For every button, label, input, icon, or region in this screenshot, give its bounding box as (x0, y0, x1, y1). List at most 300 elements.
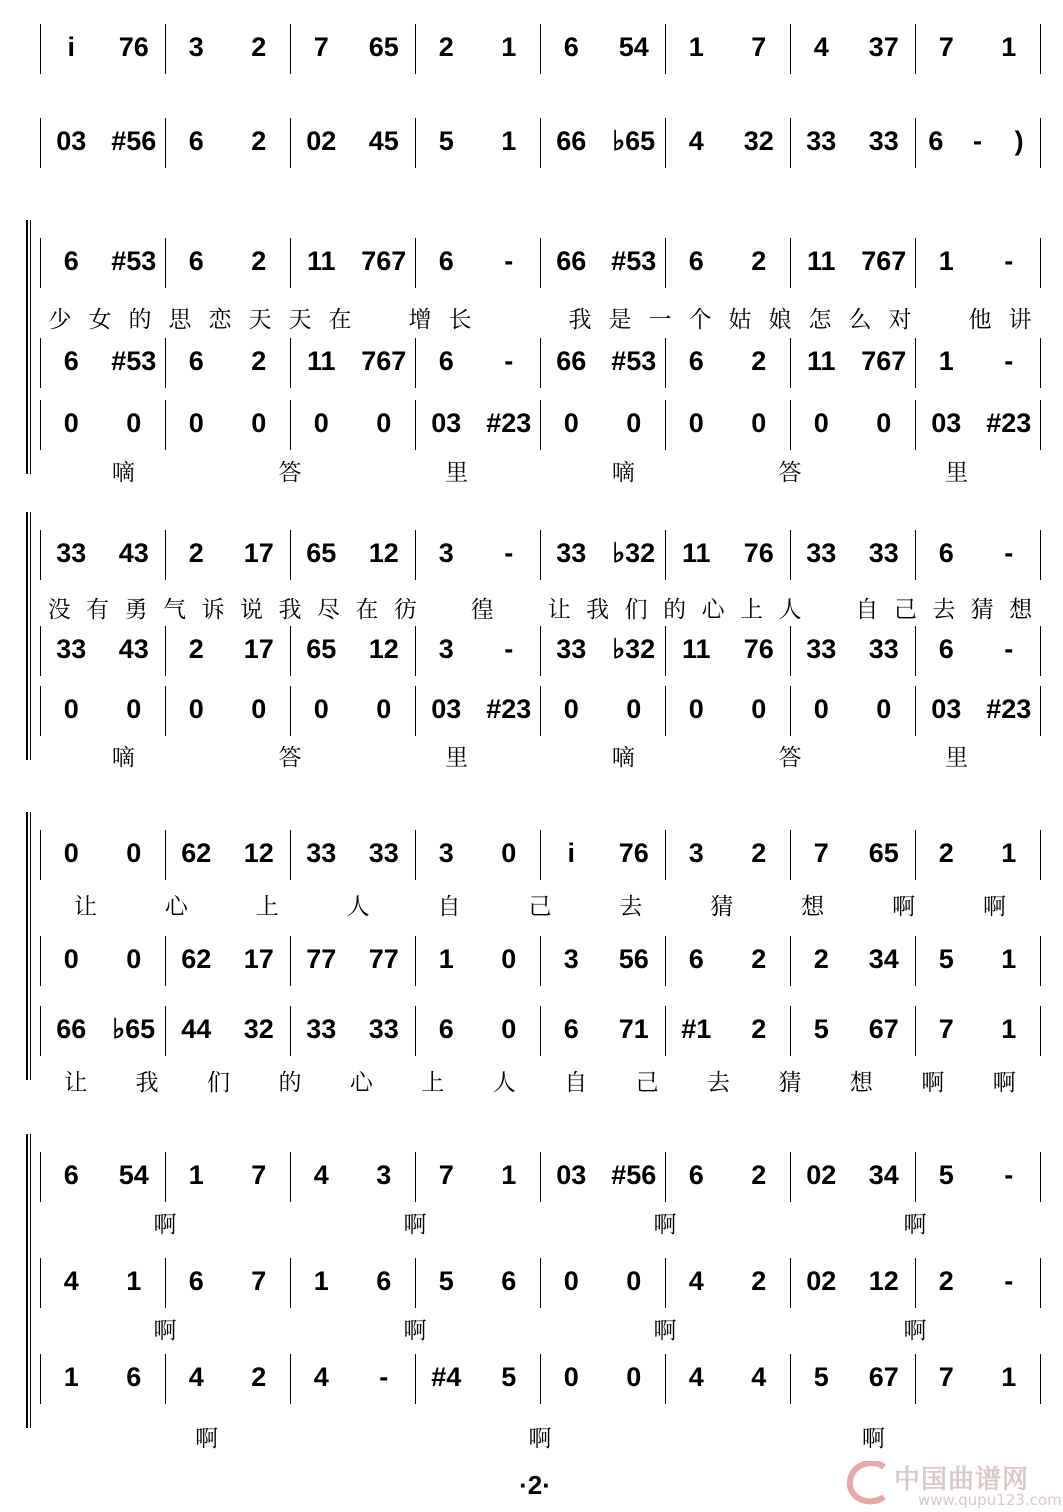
logo-icon (844, 1461, 890, 1505)
staff-line (0, 398, 1063, 458)
note-group: 0 (251, 694, 267, 724)
note-group: 4 (313, 1160, 329, 1190)
note-group: 4 (63, 1266, 79, 1296)
note-group: 6 (63, 346, 79, 376)
note-group: 65 (868, 838, 899, 868)
note-group: 0 (63, 694, 79, 724)
note-group: 767 (861, 246, 907, 276)
note-group: 02 (306, 126, 337, 156)
note-group: #53 (611, 346, 657, 376)
lyric-char: 嘀 (111, 460, 135, 486)
note-group: #53 (111, 346, 157, 376)
note-group: 33 (368, 838, 399, 868)
note-group: 0 (563, 694, 579, 724)
note-group: 2 (751, 838, 767, 868)
note-group: 1 (1001, 1014, 1017, 1044)
lyric-char: 想 (849, 1070, 873, 1096)
lyric-char: 人 (778, 597, 802, 623)
note-group: 0 (376, 694, 392, 724)
note-group: 11 (806, 346, 836, 376)
lyric-char: 的 (128, 307, 152, 333)
note-group: - (504, 538, 514, 568)
note-group: #53 (611, 246, 657, 276)
lyric-char: 的 (663, 597, 687, 623)
barline (1040, 1258, 1041, 1308)
note-group: 6 (63, 1160, 79, 1190)
lyric-char: 诉 (201, 597, 225, 623)
note-group: 0 (188, 694, 204, 724)
note-group: 0 (251, 408, 267, 438)
lyric-char: 我 (586, 597, 610, 623)
lyric-char: 答 (778, 745, 802, 771)
barline (1040, 1006, 1041, 1056)
note-group: - (379, 1362, 389, 1392)
note-group: 0 (188, 408, 204, 438)
note-group: 2 (751, 1266, 767, 1296)
note-group: 767 (861, 346, 907, 376)
note-group: 32 (243, 1014, 274, 1044)
note-group: 4 (313, 1362, 329, 1392)
note-group: 56 (618, 944, 649, 974)
note-group: 0 (626, 1362, 642, 1392)
lyric-char: 尽 (316, 597, 340, 623)
note-group: 3 (563, 944, 579, 974)
lyric-char: 想 (1009, 597, 1033, 623)
note-group: 7 (938, 1362, 954, 1392)
note-group: 7 (313, 32, 329, 62)
lyric-char: 啊 (653, 1318, 677, 1344)
lyric-char: 是 (608, 307, 632, 333)
note-group: 6 (188, 126, 204, 156)
note-group: 1 (63, 1362, 79, 1392)
note-group: 6 (688, 346, 704, 376)
note-group: #1 (681, 1014, 712, 1044)
note-group: 03 (431, 694, 462, 724)
lyric-char: 我 (135, 1070, 159, 1096)
note-group: 0 (751, 408, 767, 438)
staff-line (0, 336, 1063, 396)
note-group: 0 (876, 694, 892, 724)
note-group: 33 (556, 634, 587, 664)
lyric-char: 啊 (403, 1318, 427, 1344)
note-group: - (1004, 1160, 1014, 1190)
note-group: 0 (563, 1362, 579, 1392)
note-group: 6 (501, 1266, 517, 1296)
lyric-char: 彷 (393, 597, 417, 623)
note-group: 0 (126, 944, 142, 974)
lyric-char: 猜 (778, 1070, 802, 1096)
lyric-char: 啊 (195, 1426, 219, 1452)
lyric-char: 气 (163, 597, 187, 623)
note-group: 767 (361, 346, 407, 376)
barline (1040, 530, 1041, 580)
note-group: 1 (938, 346, 954, 376)
page-number: ·2· (519, 1470, 551, 1500)
note-group: #56 (111, 126, 157, 156)
lyric-char: 人 (346, 894, 370, 920)
note-group: 76 (743, 538, 774, 568)
lyric-char: 天 (248, 307, 272, 333)
note-group: 1 (501, 32, 517, 62)
note-group: 7 (438, 1160, 454, 1190)
note-group: 6 (928, 126, 944, 156)
lyric-line (0, 305, 1063, 335)
lyric-line (0, 892, 1063, 922)
site-watermark (838, 1457, 1060, 1511)
note-group: 0 (126, 408, 142, 438)
note-group: 0 (63, 838, 79, 868)
note-group: 62 (181, 838, 212, 868)
lyric-char (809, 595, 847, 625)
note-group: 65 (368, 32, 399, 62)
note-group: 0 (126, 694, 142, 724)
note-group: i (567, 838, 575, 868)
note-group: 76 (118, 32, 149, 62)
note-group: 02 (806, 1160, 837, 1190)
note-group: 66 (556, 246, 587, 276)
staff-line (0, 684, 1063, 744)
note-group: 1 (501, 1160, 517, 1190)
lyric-char: 心 (349, 1070, 373, 1096)
note-group: 0 (626, 1266, 642, 1296)
note-group: 5 (438, 1266, 454, 1296)
lyric-char: 己 (635, 1070, 659, 1096)
note-group: 3 (438, 538, 454, 568)
note-group: 17 (243, 944, 274, 974)
note-group: 2 (188, 538, 204, 568)
note-group: 6 (938, 634, 954, 664)
lyric-char: 猜 (710, 894, 734, 920)
barline (1040, 238, 1041, 288)
note-group: #56 (611, 1160, 657, 1190)
note-group: #23 (486, 408, 532, 438)
note-group: 6 (188, 246, 204, 276)
note-group: 12 (368, 634, 399, 664)
lyric-char: 去 (619, 894, 643, 920)
note-group: 66 (56, 1014, 87, 1044)
note-group: 2 (751, 346, 767, 376)
note-group: 5 (813, 1362, 829, 1392)
note-group: 0 (751, 694, 767, 724)
lyric-char: 恋 (208, 307, 232, 333)
note-group: - (504, 346, 514, 376)
lyric-char: 己 (528, 894, 552, 920)
note-group: 1 (313, 1266, 329, 1296)
lyric-char: 啊 (153, 1318, 177, 1344)
lyric-char: 猜 (970, 597, 994, 623)
lyric-char: 女 (88, 307, 112, 333)
note-group: 44 (181, 1014, 212, 1044)
lyric-char: 怎 (808, 307, 832, 333)
note-group: 1 (126, 1266, 142, 1296)
lyric-char: 增 (408, 307, 432, 333)
lyric-char (520, 305, 560, 335)
lyric-char: 让 (73, 894, 97, 920)
lyric-char: 啊 (992, 1070, 1016, 1096)
note-group: 5 (938, 1160, 954, 1190)
note-group: #23 (486, 694, 532, 724)
barline (1040, 686, 1041, 736)
note-group: 3 (188, 32, 204, 62)
lyric-line (0, 1210, 1063, 1240)
lyric-char: 嘀 (111, 745, 135, 771)
note-group: 12 (243, 838, 274, 868)
note-group: 0 (688, 408, 704, 438)
lyric-line (0, 1316, 1063, 1346)
note-group: 4 (688, 1266, 704, 1296)
note-group: 33 (868, 126, 899, 156)
barline (1040, 24, 1041, 74)
lyric-char: 人 (492, 1070, 516, 1096)
note-group: #53 (111, 246, 157, 276)
note-group: 2 (438, 32, 454, 62)
note-group: #4 (431, 1362, 462, 1392)
note-group: 33 (806, 126, 837, 156)
note-group: 6 (688, 944, 704, 974)
lyric-char: 里 (945, 745, 969, 771)
note-group: 34 (868, 1160, 899, 1190)
note-group: 6 (126, 1362, 142, 1392)
staff-line (0, 116, 1063, 176)
lyric-char: 去 (707, 1070, 731, 1096)
lyric-char: 啊 (921, 1070, 945, 1096)
note-group: 32 (743, 126, 774, 156)
note-group: #23 (986, 408, 1032, 438)
note-group: - (1004, 538, 1014, 568)
lyric-char: 少 (48, 307, 72, 333)
note-group: 0 (563, 408, 579, 438)
note-group: 11 (681, 634, 711, 664)
note-group: 7 (251, 1266, 267, 1296)
note-group: 33 (368, 1014, 399, 1044)
note-group: 33 (806, 634, 837, 664)
lyric-char: 里 (445, 460, 469, 486)
lyric-char: 啊 (528, 1426, 552, 1452)
note-group: 0 (626, 408, 642, 438)
lyric-char: 去 (932, 597, 956, 623)
note-group: 0 (688, 694, 704, 724)
note-group: 37 (868, 32, 899, 62)
note-group: 54 (618, 32, 649, 62)
note-group: 0 (376, 408, 392, 438)
note-group: 5 (938, 944, 954, 974)
lyric-char: 的 (278, 1070, 302, 1096)
staff-line (0, 1004, 1063, 1064)
lyric-char: 一 (648, 307, 672, 333)
lyric-char: 想 (801, 894, 825, 920)
note-group: 0 (63, 944, 79, 974)
lyric-char: 天 (288, 307, 312, 333)
lyric-char: 思 (168, 307, 192, 333)
note-group: 2 (251, 126, 267, 156)
note-group: 6 (438, 346, 454, 376)
note-group: 2 (813, 944, 829, 974)
note-group: 02 (806, 1266, 837, 1296)
lyric-char (360, 305, 400, 335)
lyric-char: 在 (355, 597, 379, 623)
staff-line (0, 1352, 1063, 1412)
lyric-char: 么 (848, 307, 872, 333)
barline (1040, 118, 1041, 168)
lyric-char: 啊 (903, 1318, 927, 1344)
staff-line (0, 624, 1063, 684)
note-group: 1 (938, 246, 954, 276)
note-group: 33 (56, 538, 87, 568)
note-group: ) (1014, 126, 1024, 156)
note-group: 7 (938, 32, 954, 62)
note-group: 33 (306, 1014, 337, 1044)
lyric-char: 勇 (124, 597, 148, 623)
note-group: 1 (1001, 1362, 1017, 1392)
lyric-char: 长 (448, 307, 472, 333)
note-group: ♭65 (612, 126, 656, 156)
lyric-char: 徨 (470, 597, 494, 623)
lyric-char: 己 (893, 597, 917, 623)
note-group: 65 (306, 634, 337, 664)
note-group: 66 (556, 346, 587, 376)
note-group: 17 (243, 538, 274, 568)
note-group: 0 (313, 694, 329, 724)
lyric-char: 上 (255, 894, 279, 920)
note-group: 03 (931, 408, 962, 438)
barline (1040, 1152, 1041, 1202)
note-group: 43 (118, 634, 149, 664)
staff-line (0, 236, 1063, 296)
note-group: 6 (563, 32, 579, 62)
note-group: 2 (751, 1160, 767, 1190)
note-group: 6 (188, 346, 204, 376)
note-group: 1 (438, 944, 454, 974)
note-group: 77 (306, 944, 337, 974)
note-group: 6 (438, 1014, 454, 1044)
note-group: 4 (688, 1362, 704, 1392)
note-group: 0 (313, 408, 329, 438)
note-group: 6 (63, 246, 79, 276)
note-group: 11 (681, 538, 711, 568)
note-group: 4 (688, 126, 704, 156)
note-group: 33 (556, 538, 587, 568)
note-group: 5 (813, 1014, 829, 1044)
note-group: 2 (938, 838, 954, 868)
note-group: 0 (563, 1266, 579, 1296)
lyric-char: 心 (701, 597, 725, 623)
lyric-char: 没 (47, 597, 71, 623)
note-group: - (1004, 1266, 1014, 1296)
note-group: 0 (126, 838, 142, 868)
lyric-char: 有 (86, 597, 110, 623)
lyric-char: 心 (164, 894, 188, 920)
note-group: 6 (688, 1160, 704, 1190)
note-group: 2 (251, 346, 267, 376)
lyric-line (0, 743, 1063, 773)
note-group: 33 (868, 538, 899, 568)
note-group: 12 (868, 1266, 899, 1296)
lyric-char (480, 305, 520, 335)
note-group: 7 (251, 1160, 267, 1190)
note-group: 7 (751, 32, 767, 62)
note-group: - (504, 634, 514, 664)
note-group: 6 (688, 246, 704, 276)
staff-line (0, 934, 1063, 994)
lyric-char: 啊 (892, 894, 916, 920)
lyric-char: 啊 (903, 1212, 927, 1238)
lyric-char: 在 (328, 307, 352, 333)
lyric-char: 们 (207, 1070, 231, 1096)
note-group: 43 (118, 538, 149, 568)
lyric-char: 答 (278, 745, 302, 771)
lyric-char: 上 (740, 597, 764, 623)
note-group: 2 (251, 1362, 267, 1392)
barline (1040, 338, 1041, 388)
lyric-char: 对 (888, 307, 912, 333)
barline (1040, 1354, 1041, 1404)
lyric-line (0, 458, 1063, 488)
lyric-char: 我 (568, 307, 592, 333)
note-group: 1 (188, 1160, 204, 1190)
lyric-char: 讲 (1008, 307, 1032, 333)
barline (1040, 936, 1041, 986)
lyric-char: 说 (240, 597, 264, 623)
site-name: 中国曲谱网 (894, 1465, 1030, 1495)
note-group: 11 (806, 246, 836, 276)
lyric-char: 啊 (403, 1212, 427, 1238)
lyric-line (0, 1068, 1063, 1098)
lyric-char: 嘀 (611, 745, 635, 771)
lyric-char: 里 (945, 460, 969, 486)
note-group: 0 (501, 944, 517, 974)
lyric-char (502, 595, 540, 625)
note-group: 2 (751, 1014, 767, 1044)
note-group: 0 (876, 408, 892, 438)
staff-line (0, 528, 1063, 588)
note-group: 33 (806, 538, 837, 568)
staff-line (0, 828, 1063, 888)
note-group: - (1004, 634, 1014, 664)
barline (1040, 830, 1041, 880)
lyric-char: 让 (547, 597, 571, 623)
note-group: 0 (501, 1014, 517, 1044)
note-group: 2 (188, 634, 204, 664)
lyric-char: 上 (421, 1070, 445, 1096)
barline (1040, 626, 1041, 676)
note-group: 1 (688, 32, 704, 62)
note-group: 0 (813, 694, 829, 724)
site-url: www.qupu123.com (918, 1491, 1062, 1509)
note-group: 0 (63, 408, 79, 438)
note-group: 11 (306, 246, 336, 276)
note-group: - (504, 246, 514, 276)
lyric-line (0, 595, 1063, 625)
lyric-char: 答 (778, 460, 802, 486)
note-group: i (67, 32, 75, 62)
lyric-char: 答 (278, 460, 302, 486)
note-group: 7 (813, 838, 829, 868)
lyric-char: 们 (624, 597, 648, 623)
note-group: 1 (1001, 944, 1017, 974)
note-group: 45 (368, 126, 399, 156)
note-group: 03 (931, 694, 962, 724)
note-group: 6 (438, 246, 454, 276)
note-group: 33 (306, 838, 337, 868)
lyric-char: 自 (855, 597, 879, 623)
note-group: 6 (563, 1014, 579, 1044)
note-group: 34 (868, 944, 899, 974)
note-group: 03 (556, 1160, 587, 1190)
note-group: ♭32 (612, 634, 656, 664)
note-group: 2 (251, 32, 267, 62)
lyric-char: 自 (564, 1070, 588, 1096)
note-group: 4 (188, 1362, 204, 1392)
